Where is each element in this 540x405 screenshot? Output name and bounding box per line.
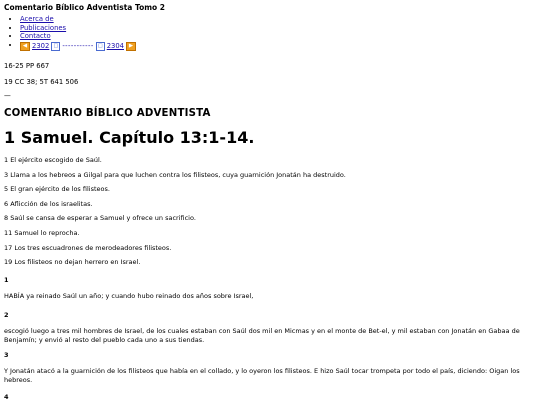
nav-item-contact	[20, 32, 136, 41]
page-icon: □	[51, 42, 60, 51]
verse-number: 2	[4, 311, 9, 319]
nav-links	[8, 15, 136, 51]
verse-number: 3	[4, 351, 9, 359]
nav-item-pager	[20, 41, 136, 51]
outline-item: 8 Saúl se cansa de esperar a Samuel y ofrece un sacrificio.	[4, 214, 196, 222]
outline-item: 1 El ejército escogido de Saúl.	[4, 156, 102, 164]
outline-item: 19 Los filisteos no dejan herrero en Israel.	[4, 258, 141, 266]
pager-dashes: -----------	[62, 42, 94, 51]
nav-item-publications	[20, 24, 136, 33]
outline-item: 17 Los tres escuadrones de merodeadores filisteos.	[4, 244, 172, 252]
prev-page-link[interactable]: 2302	[32, 42, 50, 51]
nav-item-about	[20, 15, 136, 24]
outline-item: 6 Aflicción de los israelitas.	[4, 200, 93, 208]
page-icon: □	[96, 42, 105, 51]
reference-line: 16-25 PP 667	[4, 62, 50, 70]
reference-line: 19 CC 38; 5T 641 506	[4, 78, 79, 86]
verse-number: 4	[4, 393, 9, 401]
document-title: Comentario Bíblico Adventista Tomo 2	[4, 3, 166, 12]
outline-item: 5 El gran ejército de los filisteos.	[4, 185, 110, 193]
verse-text: escogió luego a tres mil hombres de Israel, de los cuales estaban con Saúl dos mil en Micmas y en el monte de Bet-el, y mil estaban con Jonatán en Gabaa de Benjamín; y envió al resto del pueblo cada uno a sus tiendas.	[4, 327, 520, 344]
verse-text: HABÍA ya reinado Saúl un año; y cuando hubo reinado dos años sobre Israel,	[4, 292, 254, 300]
link-contact[interactable]: Contacto	[20, 32, 51, 41]
pager	[20, 42, 136, 51]
separator-dash: —	[4, 92, 11, 100]
outline-item: 11 Samuel lo reprocha.	[4, 229, 80, 237]
outline-item: 3 Llama a los hebreos a Gilgal para que luchen contra los filisteos, cuya guarnición Jonatán ha destruido.	[4, 171, 346, 179]
link-about[interactable]: Acerca de	[20, 15, 54, 23]
next-arrow-icon[interactable]: ▶	[126, 42, 136, 51]
prev-arrow-icon[interactable]: • ◀	[20, 42, 30, 51]
section-heading: COMENTARIO BÍBLICO ADVENTISTA	[4, 108, 211, 119]
verse-number: 1	[4, 276, 9, 284]
next-page-link[interactable]: 2304	[106, 42, 125, 51]
chapter-title: 1 Samuel. Capítulo 13:1-14.	[4, 128, 255, 147]
link-publications[interactable]: Publicaciones	[20, 23, 67, 32]
verse-text: Y Jonatán atacó a la guarnición de los filisteos que había en el collado, y lo oyeron los filisteos. E hizo Saúl tocar trompeta por todo el país, diciendo: Oigan los hebreos.	[4, 367, 520, 384]
